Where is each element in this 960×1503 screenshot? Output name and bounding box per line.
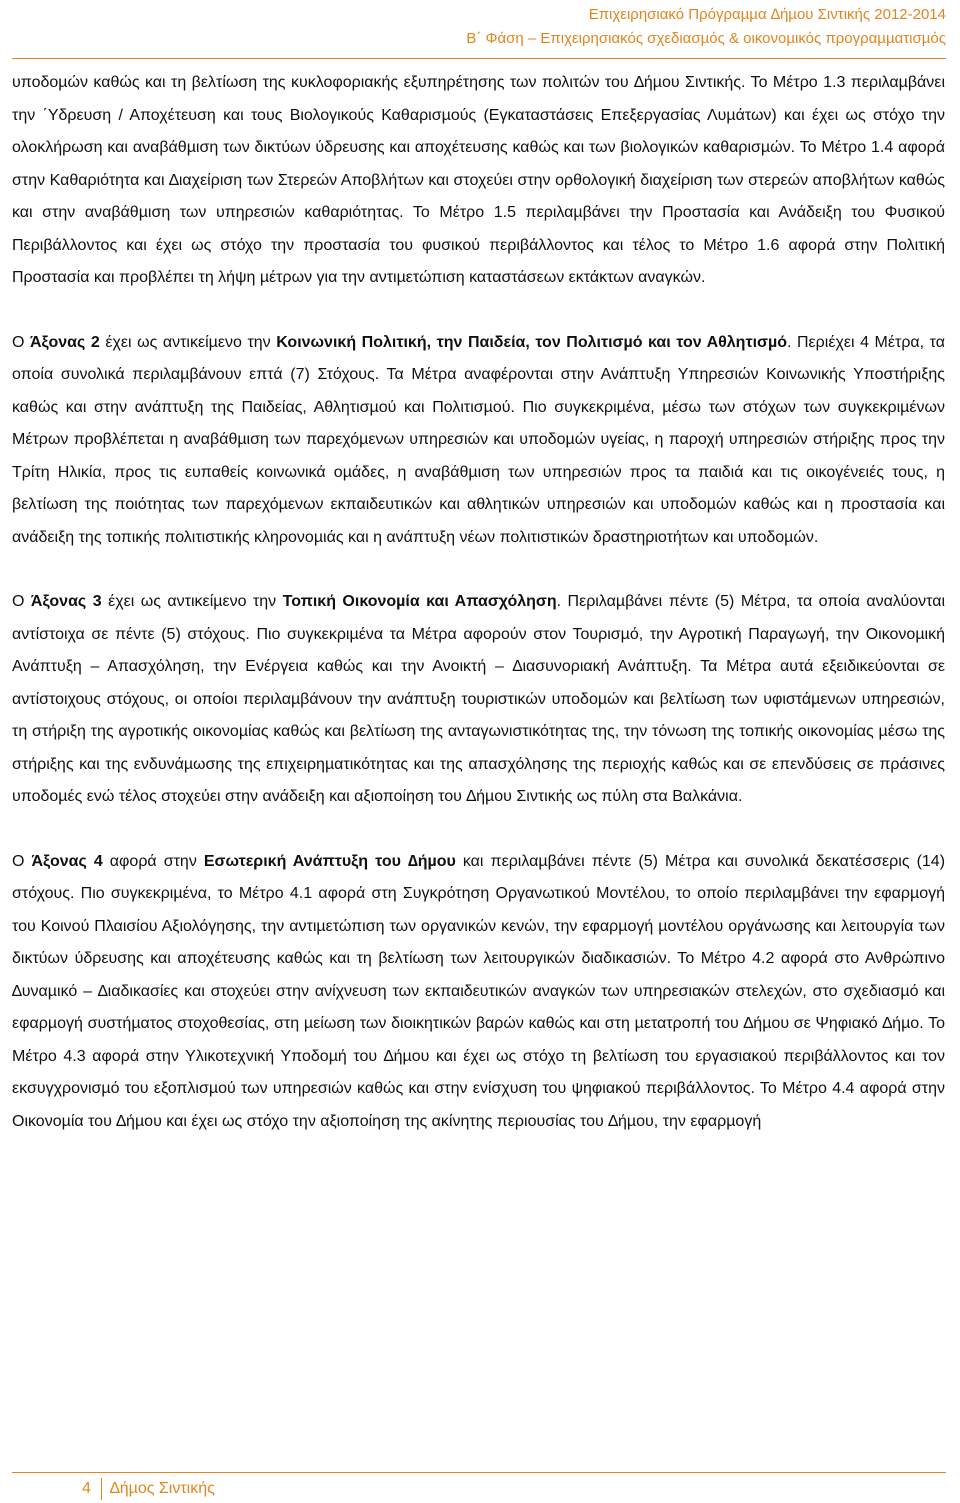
paragraph-axis-2 <box>12 327 945 555</box>
axis-label: Άξονας 4 <box>31 852 103 870</box>
axis-topic: Κοινωνική Πολιτική, την Παιδεία, τον Πολιτισµό και τον Αθλητισµό <box>276 333 787 351</box>
axis-label: Άξονας 2 <box>30 333 100 351</box>
axis-label: Άξονας 3 <box>30 593 102 610</box>
page-header <box>466 3 946 51</box>
paragraph-intro: Ο <box>12 852 32 870</box>
page-number: 4 <box>82 1480 91 1498</box>
page-footer <box>82 1478 215 1500</box>
paragraph-intro: Ο <box>12 593 31 610</box>
paragraph-intro: Ο <box>12 333 30 351</box>
paragraph-axis-3 <box>12 586 945 814</box>
header-title: Επιχειρησιακό Πρόγραµµα ∆ήµου Σιντικής 2012-2014 <box>588 6 946 23</box>
footer-divider <box>12 1472 946 1473</box>
paragraph-text: και περιλαµβάνει πέντε (5) Μέτρα και συνολικά δεκατέσσερις (14) στόχους. Πιο συγκεκριµένα, το Μέτρο 4.1 αφορά στη Συγκρότηση Οργανωτικού Μοντέλου, το οποίο περιλαµβάνει την εφαρµογή του Κοινού Πλαισίου Αξιολόγησης, την αντιµετώπιση των οργανικών κενών, την εφαρµογή µοντέλου οργάνωσης και λειτουργία των δικτύων ύδρευσης και αποχέτευσης καθώς και τη βελτίωση των λειτουργικών διαδικασιών. Το Μέτρο 4.2 αφορά στο Ανθρώπινο ∆υναµικό – ∆ιαδικασίες και στοχεύει στην ανίχνευση των εκπαιδευτικών αναγκών των υπηρεσιακών στελεχών, στο σχεδιασµό και εφαρµογή συστήµατος στοχοθεσίας, στη µείωση των διοικητικών βαρών καθώς και στη µετατροπή του ∆ήµου σε Ψηφιακό ∆ήµο. Το Μέτρο 4.3 αφορά στην Υλικοτεχνική Υποδοµή του ∆ήµου και έχει ως στόχο τη βελτίωση του εργασιακού περιβάλλοντος και τον εκσυγχρονισµό του εξοπλισµού των υπηρεσιών καθώς και στην ενίσχυση του ψηφιακού περιβάλλοντος. Το Μέτρο 4.4 αφορά στην Οικονοµία του ∆ήµου και έχει ως στόχο την αξιοποίηση της ακίνητης περιουσίας του ∆ήµου, την εφαρµογή <box>12 852 946 1130</box>
header-divider <box>12 58 946 59</box>
header-subtitle: Β΄ Φάση – Επιχειρησιακός σχεδιασµός & οικονοµικός προγραµµατισµός <box>466 30 946 47</box>
footer-municipality: ∆ήµος Σιντικής <box>109 1480 215 1498</box>
paragraph-axis-1-measures: υποδοµών καθώς και τη βελτίωση της κυκλοφοριακής εξυπηρέτησης των πολιτών του ∆ήµου Σιντικής. Το Μέτρο 1.3 περιλαµβάνει την ΄Υδρευση / Αποχέτευση και τους Βιολογικούς Καθαρισµούς (Εγκαταστάσεις Επεξεργασίας Λυµάτων) και έχει ως στόχο την ολοκλήρωση και αναβάθµιση των δικτύων ύδρευσης και αποχέτευσης καθώς και των βιολογικών καθαρισµών. Το Μέτρο 1.4 αφορά στην Καθαριότητα και ∆ιαχείριση των Στερεών Αποβλήτων και στοχεύει στην ορθολογική διαχείριση των στερεών αποβλήτων καθώς και στην αναβάθµιση των υπηρεσιών καθαριότητας. Το Μέτρο 1.5 περιλαµβάνει την Προστασία και Ανάδειξη του Φυσικού Περιβάλλοντος και έχει ως στόχο την προστασία του φυσικού περιβάλλοντος και τέλος το Μέτρο 1.6 αφορά στην Πολιτική Προστασία και προβλέπει τη λήψη µέτρων για την αντιµετώπιση καταστάσεων εκτάκτων αναγκών. <box>12 74 945 286</box>
axis-topic: Εσωτερική Ανάπτυξη του ∆ήµου <box>203 852 456 870</box>
axis-topic: Τοπική Οικονοµία και Απασχόληση <box>282 593 557 610</box>
paragraph-axis-4 <box>12 846 945 1139</box>
paragraph-text: έχει ως αντικείµενο την <box>101 593 283 610</box>
footer-separator <box>101 1478 102 1500</box>
paragraph-text: . Περιλαµβάνει πέντε (5) Μέτρα, τα οποία αναλύονται αντίστοιχα σε πέντε (5) στόχους. Πιο συγκεκριµένα τα Μέτρα αφορούν στον Τουρισµό, την Αγροτική Παραγωγή, την Οικονοµική Ανάπτυξη – Απασχόληση, την Ενέργεια καθώς και την Ανοικτή – ∆ιασυνοριακή Ανάπτυξη. Τα Μέτρα αυτά εξειδικεύονται σε αντίστοιχους στόχους, οι οποίοι περιλαµβάνουν την ανάπτυξη τουριστικών υποδοµών και βελτίωση των υφιστάµενων υπηρεσιών, τη στήριξη της αγροτικής οικονοµίας καθώς και βελτίωση της ανταγωνιστικότητας της, την τόνωση της τοπικής οικονοµίας µέσω της στήριξης και της ενδυνάµωσης της επιχειρηµατικότητας και της απασχόλησης της περιοχής καθώς και σε επενδύσεις σε πράσινες υποδοµές ενώ τέλος στοχεύει στην ανάδειξη και αξιοποίηση του ∆ήµου Σιντικής ως πύλη στα Βαλκάνια. <box>12 593 945 805</box>
paragraph-text: αφορά στην <box>102 852 204 870</box>
document-body <box>12 67 945 1170</box>
paragraph-text: έχει ως αντικείµενο την <box>99 333 277 351</box>
paragraph-text: . Περιέχει 4 Μέτρα, τα οποία συνολικά περιλαµβάνουν επτά (7) Στόχους. Τα Μέτρα αναφέρονται στην Ανάπτυξη Υπηρεσιών Κοινωνικής Υποστήριξης καθώς και στην ανάπτυξη της Παιδείας, Αθλητισµού και Πολιτισµού. Πιο συγκεκριµένα, µέσω των στόχων των συγκεκριµένων Μέτρων προβλέπεται η αναβάθµιση των παρεχόµενων υπηρεσιών και υποδοµών υγείας, η παροχή υπηρεσιών στήριξης προς την Τρίτη Ηλικία, προς τις ευπαθείς κοινωνικά οµάδες, η αναβάθµιση των υπηρεσιών προς τα παιδιά και τις οικογένειές τους, η βελτίωση της ποιότητας των παρεχόµενων εκπαιδευτικών και αθλητικών υπηρεσιών και υποδοµών καθώς και η προστασία και ανάδειξη της τοπικής πολιτιστικής κληρονοµιάς και η ανάπτυξη νέων πολιτιστικών δραστηριοτήτων και υποδοµών. <box>12 333 946 546</box>
